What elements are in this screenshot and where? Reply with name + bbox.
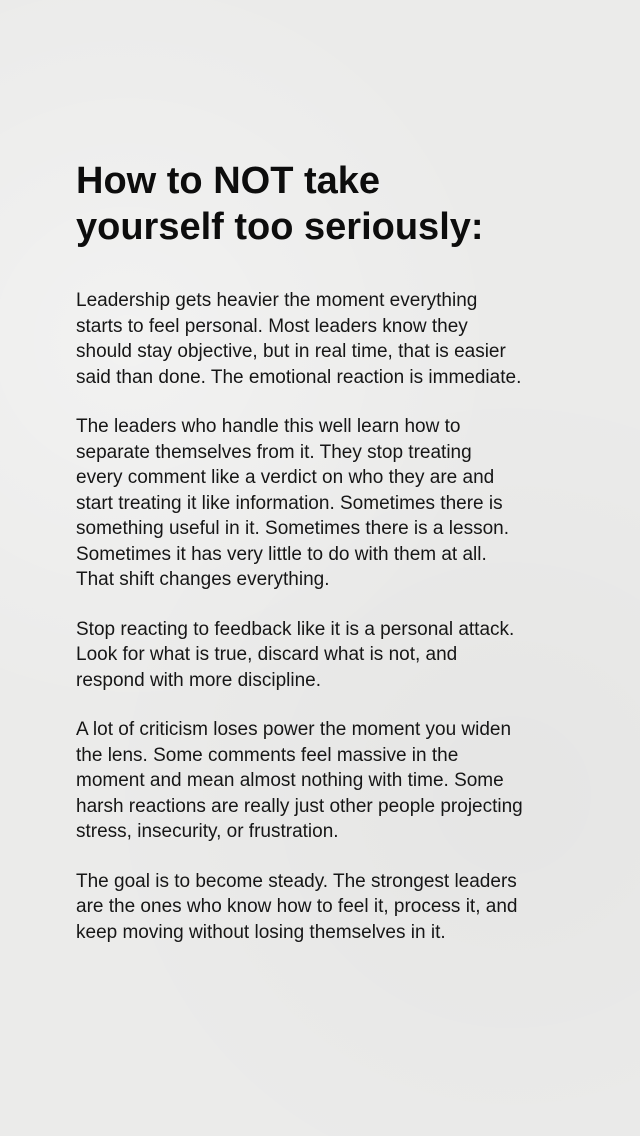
text-line: said than done. The emotional reaction is immediate. [76, 366, 522, 388]
paragraph-1 [76, 288, 576, 390]
paragraph-2 [76, 414, 576, 593]
article-body [76, 288, 576, 945]
title-line-2: yourself too seriously: [76, 206, 484, 248]
text-line: every comment like a verdict on who they are and [76, 467, 495, 488]
title-line-1: How to NOT take [76, 160, 381, 202]
text-line: Stop reacting to feedback like it is a personal attack. [76, 618, 515, 640]
text-line: stress, insecurity, or frustration. [76, 821, 339, 842]
text-line: That shift changes everything. [76, 569, 330, 590]
text-line: keep moving without losing themselves in it. [76, 921, 446, 943]
text-line: A lot of criticism loses power the moment you widen [76, 719, 512, 740]
text-line: the lens. Some comments feel massive in the [76, 744, 459, 766]
text-line: separate themselves from it. They stop treating [76, 441, 472, 463]
text-line: Leadership gets heavier the moment everything [76, 290, 478, 311]
text-line: are the ones who know how to feel it, process it, and [76, 896, 518, 917]
text-line: respond with more discipline. [76, 669, 322, 691]
text-line: harsh reactions are really just other people projecting [76, 795, 523, 817]
page-title [76, 158, 576, 250]
text-line: should stay objective, but in real time, that is easier [76, 341, 506, 362]
paragraph-4 [76, 717, 576, 845]
paragraph-3 [76, 617, 576, 694]
text-line: The goal is to become steady. The strongest leaders [76, 870, 517, 892]
text-line: moment and mean almost nothing with time. Some [76, 770, 504, 791]
text-line: something useful in it. Sometimes there is a lesson. [76, 518, 509, 539]
text-line: start treating it like information. Sometimes there is [76, 492, 503, 514]
content-column [76, 158, 576, 969]
text-line: Sometimes it has very little to do with them at all. [76, 543, 487, 565]
text-line: The leaders who handle this well learn how to [76, 416, 461, 437]
text-line: Look for what is true, discard what is not, and [76, 644, 458, 665]
paragraph-5 [76, 869, 576, 946]
text-line: starts to feel personal. Most leaders know they [76, 315, 468, 337]
